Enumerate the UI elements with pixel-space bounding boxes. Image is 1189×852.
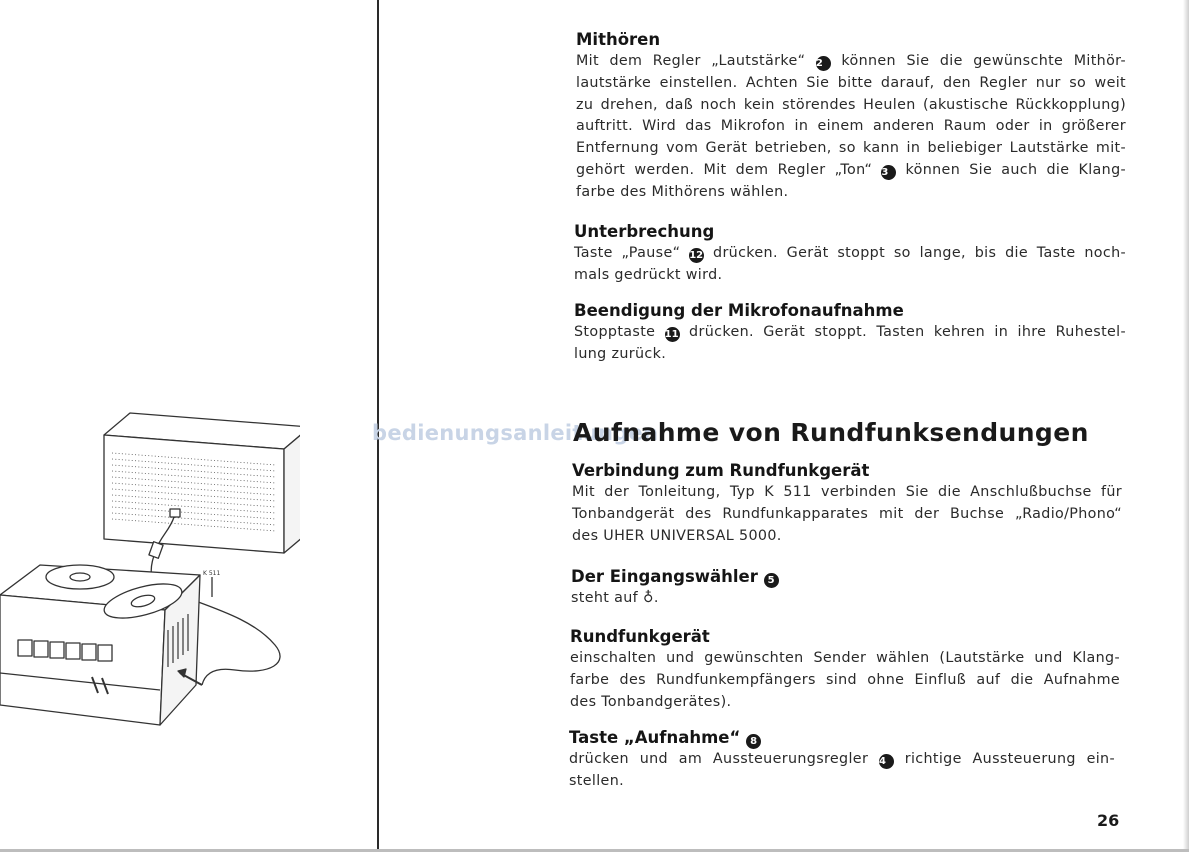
section-heading: Unterbrechung xyxy=(574,222,715,241)
section-paragraph: einschalten und gewünschten Sender wählen (Lautstärke und Klang- farbe des Rundfunkempfängers sind ohne Einfluß auf die Aufnahme des Tonbandgerätes). xyxy=(570,650,1120,710)
control-number-badge: 11 xyxy=(664,329,679,340)
section-heading: Verbindung zum Rundfunkgerät xyxy=(572,461,870,480)
control-number-badge: 4 xyxy=(879,754,894,769)
section-rundfunkgeraet xyxy=(570,626,1120,713)
control-number-badge: 2 xyxy=(816,56,831,71)
section-unterbrechung xyxy=(574,221,1126,287)
section-eingangswaehler xyxy=(571,566,1121,610)
control-number-badge: 5 xyxy=(764,573,779,588)
section-paragraph: Taste „Pause“ 12 drücken. Gerät stoppt so lange, bis die Taste noch- mals gedrückt wird. xyxy=(574,245,1126,283)
section-beendigung xyxy=(574,300,1126,366)
section-heading: Der Eingangswähler 5 xyxy=(571,566,1121,588)
section-paragraph: drücken und am Aussteuerungsregler 4 richtige Aussteuerung ein- stellen. xyxy=(569,751,1115,789)
section-paragraph: Stopptaste 11 drücken. Gerät stoppt. Tasten kehren in ihre Ruhestel- lung zurück. xyxy=(574,324,1126,362)
page-edge-shadow xyxy=(1183,0,1189,852)
section-heading: Rundfunkgerät xyxy=(570,627,710,646)
section-mithoeren xyxy=(576,29,1126,204)
section-heading: Beendigung der Mikrofonaufnahme xyxy=(574,301,904,320)
chapter-title: Aufnahme von Rundfunksendungen xyxy=(573,418,1089,447)
page-number: 26 xyxy=(1097,811,1120,830)
section-paragraph: steht auf ♁. xyxy=(571,590,659,606)
cable-label: K 511 xyxy=(203,570,221,577)
control-number-badge: 8 xyxy=(746,734,761,749)
section-taste-aufnahme xyxy=(569,727,1115,793)
watermark: bedienungsanleitungen xyxy=(372,421,659,445)
tape-recorder-radio-illustration xyxy=(0,405,300,735)
section-paragraph: Mit dem Regler „Lautstärke“ 2 können Sie die gewünschte Mithör- lautstärke einstellen. Achten Sie bitte darauf, den Regler nur so weit zu drehen, daß noch kein störendes Heulen (akustische Rückkopplung) auftritt. Wird das Mikrofon in einem anderen Raum oder in größerer Entfernung vom Gerät betrieben, so kann in beliebiger Lautstärke mit- gehört werden. Mit dem Regler „Ton“ 3 können Sie auch die Klang- farbe des Mithörens wählen. xyxy=(576,53,1126,200)
radio-input-symbol-icon: ♁ xyxy=(642,590,654,606)
control-number-badge: 12 xyxy=(689,250,704,261)
section-heading: Taste „Aufnahme“ 8 xyxy=(569,727,1115,749)
control-number-badge: 3 xyxy=(881,165,896,180)
section-verbindung xyxy=(572,460,1122,547)
section-paragraph: Mit der Tonleitung, Typ K 511 verbinden Sie die Anschlußbuchse für Tonbandgerät des Rundfunkapparates mit der Buchse „Radio/Phono“ des UHER UNIVERSAL 5000. xyxy=(572,484,1122,544)
section-heading: Mithören xyxy=(576,30,661,49)
